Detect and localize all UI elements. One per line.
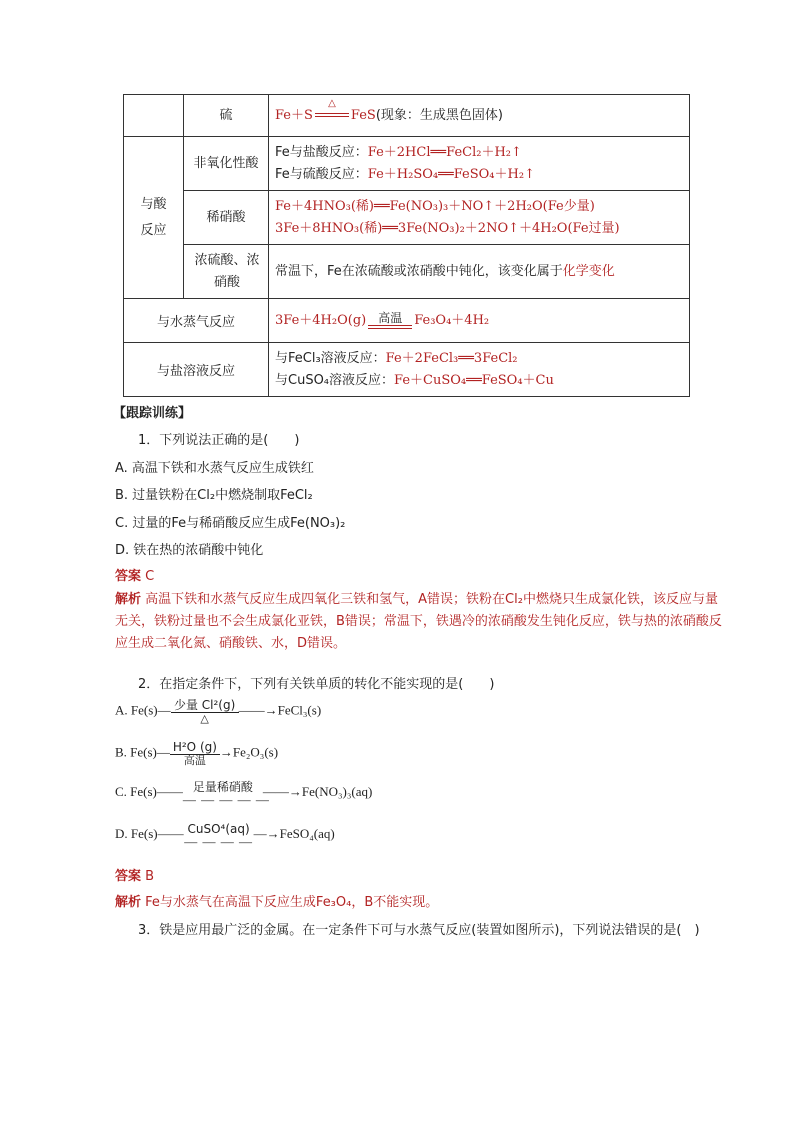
- table-cell-eq: Fe与盐酸反应：Fe＋2HCl══FeCl₂＋H₂↑ Fe与硫酸反应：Fe＋H₂SO₄══FeSO₄＋H₂↑: [269, 137, 690, 191]
- table-cell-empty: [124, 95, 184, 137]
- q1-answer: 答案 C: [115, 569, 155, 584]
- q2-stem: 2．在指定条件下，下列有关铁单质的转化不能实现的是( ): [138, 677, 495, 692]
- table-cell-category: 与酸反应: [124, 137, 184, 299]
- table-cell-sub: 浓硫酸、浓硝酸: [184, 245, 269, 299]
- q2-option-c: C. Fe(s)—— 足量稀硝酸 — — — — — ——→Fe(NO₃)₃(aq): [115, 780, 373, 807]
- table-cell-eq: 3Fe＋4H₂O(g) 高温 Fe₃O₄＋4H₂: [269, 299, 690, 343]
- q2-option-d: D. Fe(s)—— CuSO⁴(aq) — — — — —→FeSO₄(aq): [115, 822, 335, 849]
- section-title: 【跟踪训练】: [113, 406, 192, 421]
- q3-stem: 3．铁是应用最广泛的金属。在一定条件下可与水蒸气反应(装置如图所示)，下列说法错误的是( ): [138, 923, 700, 938]
- table-cell-category: 与水蒸气反应: [124, 299, 269, 343]
- q2-option-b: B. Fe(s)— H²O (g) 高温 →Fe₂O₃(s): [115, 740, 279, 767]
- table-cell-sub: 稀硝酸: [184, 191, 269, 245]
- eq-note: (现象：生成黑色固体): [375, 107, 503, 123]
- table-row: [124, 299, 690, 343]
- table-cell-eq: 与FeCl₃溶液反应：Fe＋2FeCl₃══3FeCl₂ 与CuSO₄溶液反应：Fe＋CuSO₄══FeSO₄＋Cu: [269, 343, 690, 397]
- table-cell-sub: 非氧化性酸: [184, 137, 269, 191]
- eq-condition: △: [313, 105, 351, 127]
- q1-explanation: 解析 高温下铁和水蒸气反应生成四氧化三铁和氢气，A错误；铁粉在Cl₂中燃烧只生成氯化铁，该反应与量无关，铁粉过量也不会生成氯化亚铁，B错误；常温下，铁遇冷的浓硝酸发生钝化反应，铁与热的浓硝酸反应生成二氧化氮、硝酸铁、水，D错误。: [115, 592, 722, 651]
- table-cell-eq: 常温下，Fe在浓硫酸或浓硝酸中钝化，该变化属于化学变化: [269, 245, 690, 299]
- eq-left: Fe＋S: [275, 107, 313, 123]
- table-row: [124, 95, 690, 137]
- table-cell-eq: Fe＋4HNO₃(稀)══Fe(NO₃)₃＋NO↑＋2H₂O(Fe少量) 3Fe＋8HNO₃(稀)══3Fe(NO₃)₂＋2NO↑＋4H₂O(Fe过量): [269, 191, 690, 245]
- table-row: [124, 245, 690, 299]
- eq-right: FeS: [350, 107, 376, 123]
- q1-option-c: C. 过量的Fe与稀硝酸反应生成Fe(NO₃)₂: [115, 516, 346, 531]
- table-cell-sub: 硫: [184, 95, 269, 137]
- q2-option-a: A. Fe(s)— 少量 Cl²(g) △ ——→FeCl₃(s): [115, 698, 322, 725]
- q1-option-d: D. 铁在热的浓硝酸中钝化: [115, 543, 264, 558]
- table-cell-category: 与盐溶液反应: [124, 343, 269, 397]
- table-row: [124, 191, 690, 245]
- q2-answer: 答案 B: [115, 869, 155, 884]
- q2-explanation: 解析 Fe与水蒸气在高温下反应生成Fe₃O₄，B不能实现。: [115, 895, 439, 910]
- table-row: [124, 343, 690, 397]
- q1-option-b: B. 过量铁粉在Cl₂中燃烧制取FeCl₂: [115, 488, 313, 503]
- table-cell-eq: [269, 95, 690, 137]
- table-row: [124, 137, 690, 191]
- iron-reactions-table: [123, 94, 690, 397]
- q1-stem: 1．下列说法正确的是( ): [138, 433, 300, 448]
- q1-option-a: A. 高温下铁和水蒸气反应生成铁红: [115, 461, 314, 476]
